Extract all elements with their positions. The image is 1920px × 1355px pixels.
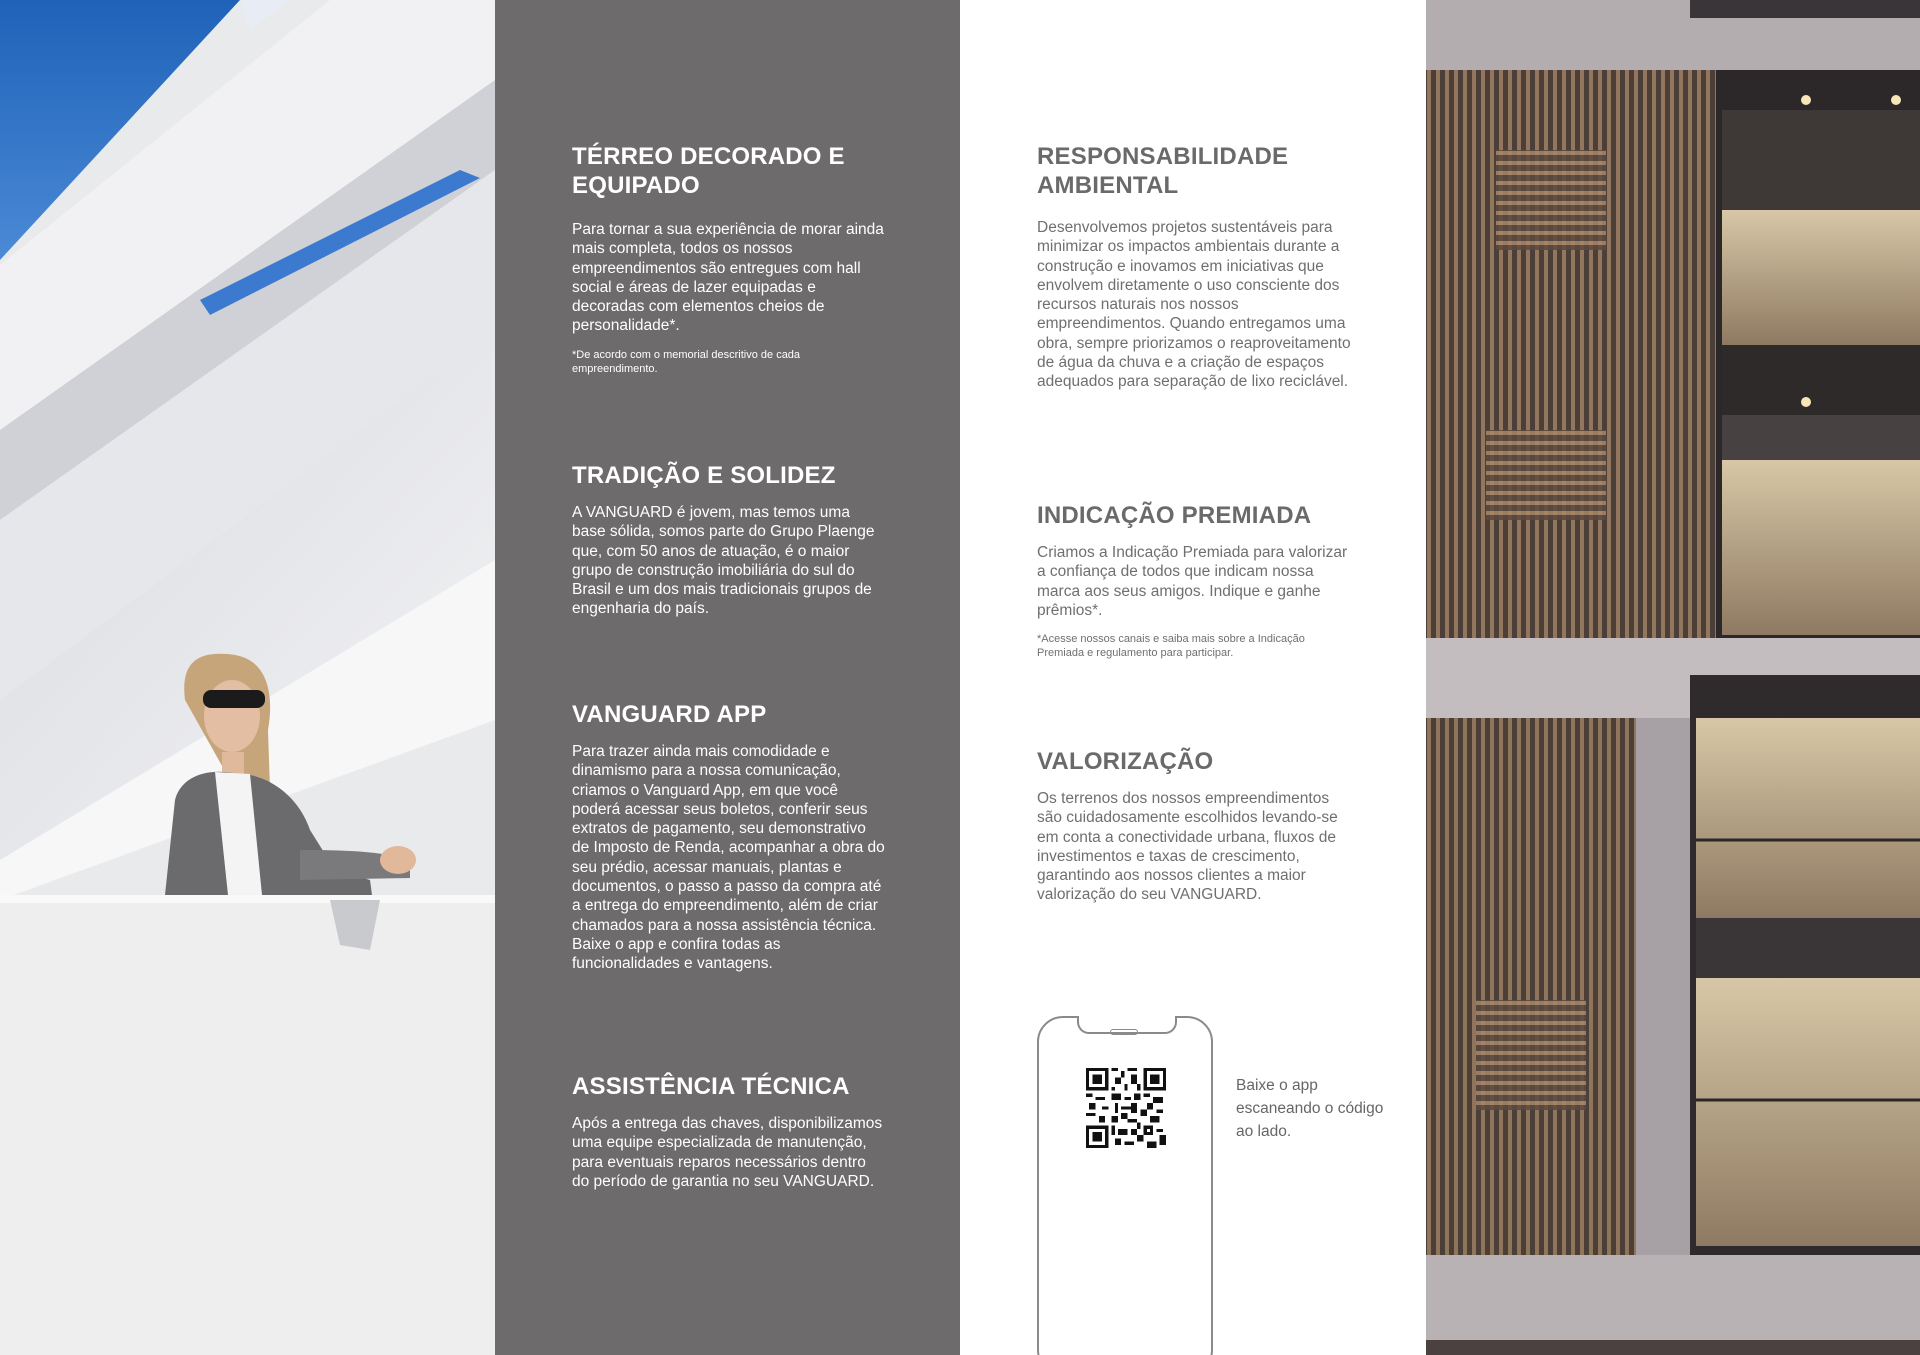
section-body: Para trazer ainda mais comodidade e dinamismo para a nossa comunicação, criamos o Vanguard App, em que você poderá acessar seus boletos, conferir seus extratos de pagamento, seu demonstrativo de Imposto de Renda, acompanhar a obra do seu prédio, acessar manuais, plantas e documentos, o passo a passo da compra até a entrega do empreendimento, além de criar chamados para a nossa assistência técnica. Baixe o app e confira todas as funcionalidades e vantagens. <box>572 743 885 973</box>
section-body: Criamos a Indicação Premiada para valorizar a confiança de todos que indicam nossa marca aos seus amigos. Indique e ganhe prêmios*. <box>1037 544 1348 619</box>
section-title: ASSISTÊNCIA TÉCNICA <box>572 1073 850 1100</box>
section-vanguard-app <box>572 700 887 974</box>
section-tradicao <box>572 461 887 619</box>
grey-text-panel <box>495 0 960 1355</box>
building-facade-illustration <box>1426 0 1920 1355</box>
section-assistencia <box>572 1072 887 1191</box>
phone-speaker <box>1110 1029 1138 1035</box>
section-title: INDICAÇÃO PREMIADA <box>1037 502 1312 529</box>
section-title: TRADIÇÃO E SOLIDEZ <box>572 462 836 489</box>
section-title: TÉRREO DECORADO E EQUIPADO <box>572 143 845 199</box>
section-body: Os terrenos dos nossos empreendimentos são cuidadosamente escolhidos levando-se em conta a conectividade urbana, fluxos de investimentos e taxas de crescimento, garantindo aos nossos clientes a maior valorização do seu VANGUARD. <box>1037 790 1338 904</box>
section-body: Desenvolvemos projetos sustentáveis para minimizar os impactos ambientais durante a construção e inovamos em iniciativas que envolvem diretamente o uso consciente dos recursos naturais nos nossos empreendimentos. Quando entregamos uma obra, sempre priorizamos o reaproveitamento de água da chuva e a criação de espaços adequados para separação de lixo reciclável. <box>1037 219 1351 391</box>
section-body: Para tornar a sua experiência de morar ainda mais completa, todos os nossos empreendimentos são entregues com hall social e áreas de lazer equipadas e decoradas com elementos cheios de personalidade*. <box>572 221 884 335</box>
section-terreo <box>572 142 887 376</box>
qr-code-icon[interactable] <box>1086 1068 1166 1148</box>
section-title: RESPONSABILIDADE AMBIENTAL <box>1037 143 1289 199</box>
section-valorizacao <box>1037 747 1352 905</box>
section-responsabilidade <box>1037 142 1352 392</box>
section-title: VALORIZAÇÃO <box>1037 748 1214 775</box>
woman-balcony-illustration <box>0 0 495 1355</box>
section-footnote: *De acordo com o memorial descritivo de cada empreendimento. <box>572 348 801 375</box>
smartphone-outline-icon <box>1037 1016 1213 1355</box>
photo-woman-balcony <box>0 0 495 1355</box>
section-footnote: *Acesse nossos canais e saiba mais sobre a Indicação Premiada e regulamento para participar. <box>1037 633 1305 660</box>
white-text-panel <box>960 0 1426 1355</box>
section-indicacao <box>1037 501 1352 660</box>
section-body: A VANGUARD é jovem, mas temos uma base sólida, somos parte do Grupo Plaenge que, com 50 anos de atuação, é o maior grupo de construção imobiliária do sul do Brasil e um dos mais tradicionais grupos de engenharia do país. <box>572 504 875 618</box>
app-download-cta: Baixe o app escaneando o código ao lado. <box>1236 1077 1384 1140</box>
section-title: VANGUARD APP <box>572 701 767 728</box>
section-body: Após a entrega das chaves, disponibilizamos uma equipe especializada de manutenção, para eventuais reparos necessários dentro do período de garantia no seu VANGUARD. <box>572 1115 883 1190</box>
photo-building-facade <box>1426 0 1920 1355</box>
